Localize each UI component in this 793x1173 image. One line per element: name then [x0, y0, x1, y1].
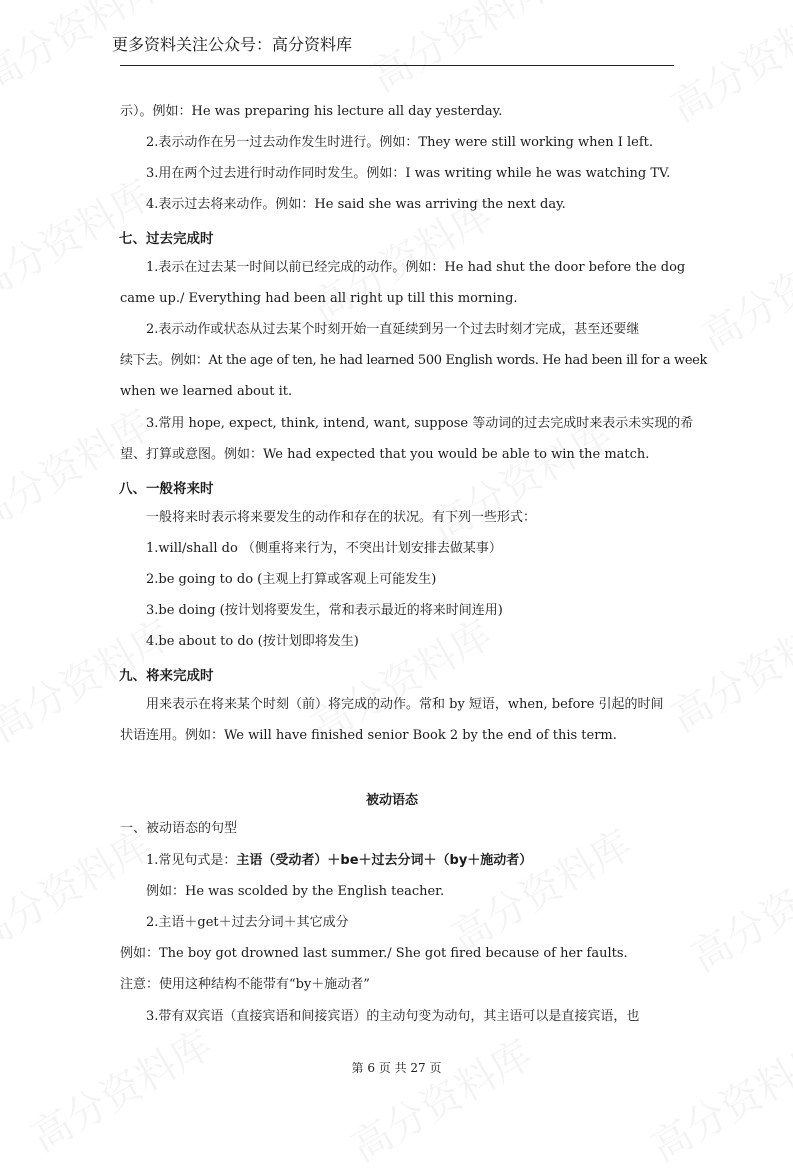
watermark [439, 814, 641, 963]
text-line: 2.主语＋get＋过去分词＋其它成分 [146, 915, 349, 930]
watermark [659, 594, 793, 743]
text-line: 示）。例如：He was preparing his lecture all day yesterday. [120, 104, 503, 119]
section-heading: 八、一般将来时 [119, 481, 214, 497]
text-line: 一、被动语态的句型 [120, 821, 238, 836]
watermark [689, 214, 793, 363]
text-line: 一般将来时表示将来要发生的动作和存在的状况。有下列一些形式： [146, 510, 537, 525]
watermark [679, 834, 793, 983]
text-line: 例如：He was scolded by the English teacher. [146, 884, 445, 899]
text-line: 4.表示过去将来动作。例如：He said she was arriving the next day. [146, 197, 566, 212]
text-line: 3.带有双宾语（直接宾语和间接宾语）的主动句变为动句，其主语可以是直接宾语，也 [146, 1009, 640, 1024]
bold-formula: 主语（受动者）＋be＋过去分词＋（by＋施动者） [236, 853, 533, 868]
watermark [339, 1024, 541, 1173]
watermark [0, 394, 161, 543]
page-header: 更多资料关注公众号：高分资料库 [112, 35, 353, 54]
page-number: 第 6 页 共 27 页 [351, 1061, 442, 1075]
text-line: 用来表示在将来某个时刻（前）将完成的动作。常和 by 短语，when, before 引起的时间 [146, 697, 664, 712]
text-line: 4.be about to do (按计划即将发生) [146, 634, 359, 649]
text-line: 续下去。例如：At the age of ten, he had learned 500 English words. He had been ill for a week [120, 353, 708, 368]
watermark [639, 1024, 793, 1173]
text-line: 1.will/shall do （侧重将来行为，不突出计划安排去做某事） [146, 541, 502, 556]
text-line: 2.表示动作在另一过去动作发生时进行。例如：They were still working when I left. [146, 135, 653, 150]
section-heading: 七、过去完成时 [119, 231, 214, 247]
section-heading: 九、将来完成时 [119, 668, 214, 684]
text-line [146, 852, 532, 870]
text-line: 望、打算或意图。例如：We had expected that you would be able to win the match. [120, 447, 650, 462]
watermark [19, 1014, 221, 1163]
watermark [359, 0, 561, 103]
watermark [659, 0, 793, 133]
text-line: 3.用在两个过去进行时动作同时发生。例如：I was writing while he was watching TV. [146, 166, 671, 181]
header-divider [120, 65, 674, 66]
text-prefix: 1.常见句式是： [146, 853, 237, 868]
text-line: 状语连用。例如：We will have finished senior Book 2 by the end of this term. [120, 728, 617, 743]
text-line: 2.表示动作或状态从过去某个时刻开始一直延续到另一个过去时刻才完成，甚至还要继 [146, 322, 640, 337]
chapter-title: 被动语态 [366, 793, 419, 808]
text-line: 3.be doing (按计划将要发生，常和表示最近的将来时间连用) [146, 603, 503, 618]
text-line: 2.be going to do (主观上打算或客观上可能发生) [146, 572, 437, 587]
text-line: 1.表示在过去某一时间以前已经完成的动作。例如：He had shut the door before the dog [146, 260, 686, 275]
text-line: when we learned about it. [120, 384, 293, 399]
text-line: 3.常用 hope, expect, think, intend, want, suppose 等动词的过去完成时来表示未实现的希 [146, 416, 694, 431]
text-line: 注意：使用这种结构不能带有“by＋施动者” [120, 977, 370, 992]
text-line: came up./ Everything had been all right up till this morning. [120, 291, 518, 306]
text-line: 例如：The boy got drowned last summer./ She got fired because of her faults. [120, 946, 628, 961]
